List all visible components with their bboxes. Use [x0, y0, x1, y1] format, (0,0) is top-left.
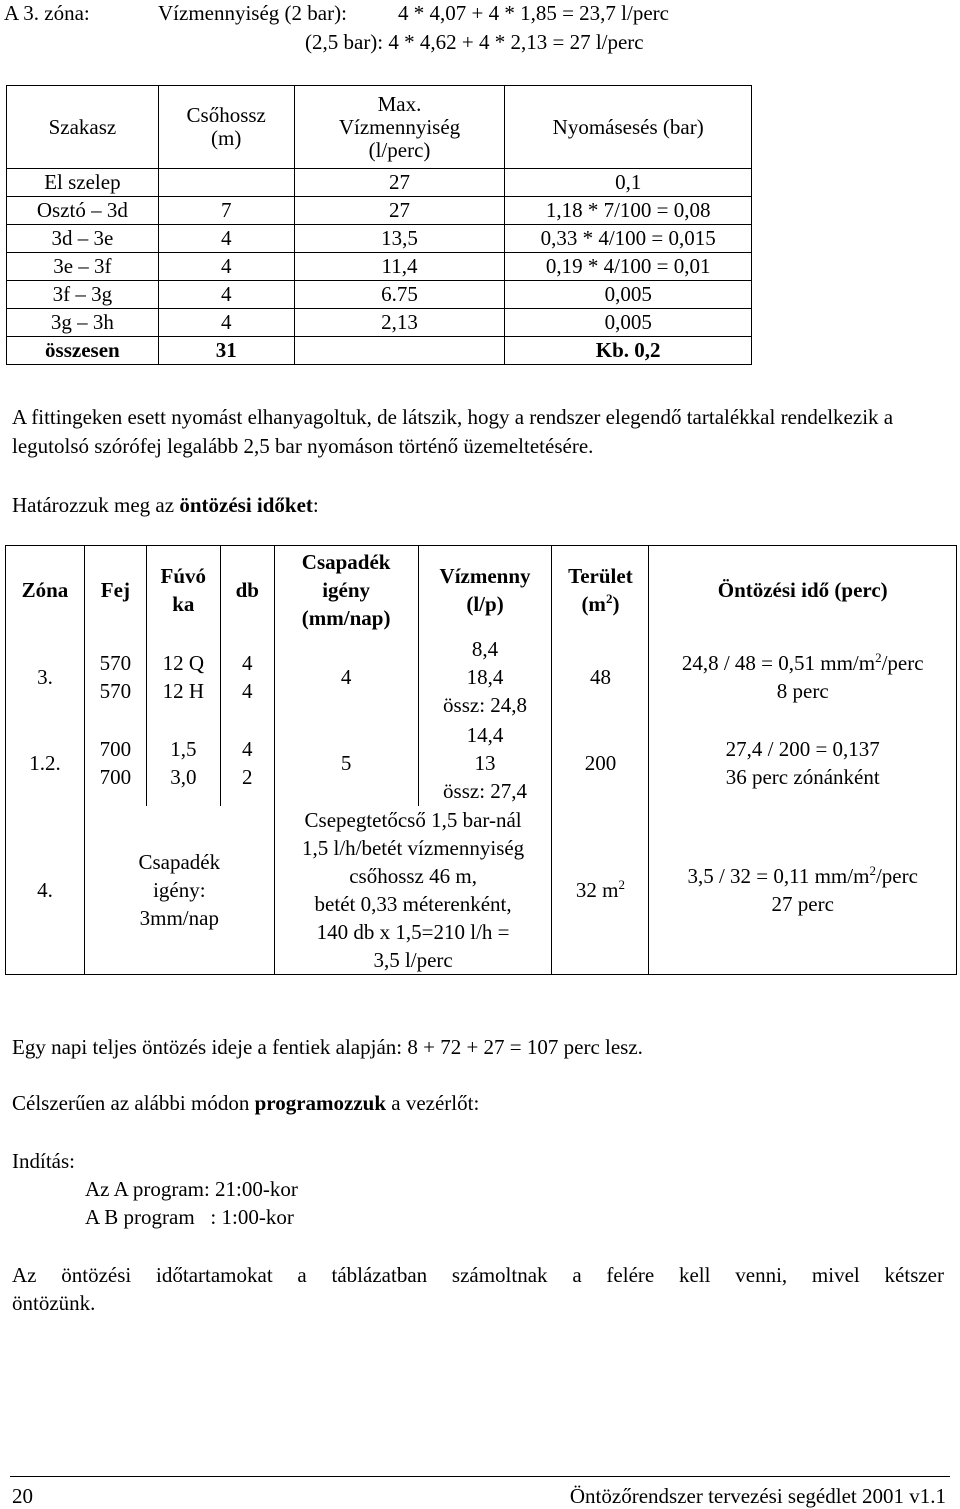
table-row [7, 309, 752, 337]
fuvoka-cell: 12 Q 12 H [146, 634, 220, 720]
superscript: 2 [605, 590, 613, 606]
table-cell [294, 337, 505, 365]
start-label: Indítás: [12, 1149, 75, 1173]
table-cell: 4 [158, 253, 294, 281]
text: 36 perc zónánként [725, 764, 880, 789]
table-cell: 3f – 3g [7, 281, 159, 309]
table-cell: 4 [158, 281, 294, 309]
pressure-loss-table [6, 85, 752, 365]
header-ontozesi-ido: Öntözési idő (perc) [649, 546, 957, 634]
table-cell: 7 [158, 197, 294, 225]
footer-rule [10, 1476, 950, 1477]
fuvoka-cell: 1,5 3,0 [146, 720, 220, 806]
table-cell: 3d – 3e [7, 225, 159, 253]
ido-cell [649, 634, 957, 720]
table-row [7, 225, 752, 253]
table-cell: 4 [158, 225, 294, 253]
text: (m [581, 591, 606, 616]
superscript: 2 [618, 876, 625, 892]
table-cell: 6.75 [294, 281, 505, 309]
table-cell: 1,18 * 7/100 = 0,08 [505, 197, 752, 225]
text: /perc [875, 863, 918, 888]
zona-cell: 1.2. [6, 720, 85, 806]
text: 24,8 / 48 = 0,51 mm/m [681, 650, 876, 675]
header-zona: Zóna [6, 546, 85, 634]
table-cell: 2,13 [294, 309, 505, 337]
header-csapadek: Csapadék igény (mm/nap) [274, 546, 418, 634]
text: 27,4 / 200 = 0,137 [725, 736, 880, 761]
header-fuvoka: Fúvó ka [146, 546, 220, 634]
irrigation-time-table [5, 545, 957, 975]
flow-formula-25bar: (2,5 bar): 4 * 4,62 + 4 * 2,13 = 27 l/perc [305, 30, 644, 54]
vizmenny-cell: 8,4 18,4 össz: 24,8 [418, 634, 552, 720]
db-cell: 4 4 [220, 634, 274, 720]
program-b: A B program : 1:00-kor [85, 1205, 294, 1229]
ido-cell [649, 720, 957, 806]
text: Célszerűen az alábbi módon [12, 1091, 255, 1115]
text: ) [612, 591, 620, 616]
table-row [7, 169, 752, 197]
terulet-cell: 200 [552, 720, 649, 806]
table-cell: El szelep [7, 169, 159, 197]
paragraph-fittings: A fittingeken esett nyomást elhanyagoltuk, de látszik, hogy a rendszer elegendő tartalékkal rendelkezik a legutolsó szórófej legalább 2,5 bar nyomáson történő üzemeltetésére. [12, 405, 894, 458]
text: a vezérlőt: [386, 1091, 480, 1115]
table-cell: 0,33 * 4/100 = 0,015 [505, 225, 752, 253]
table-cell [158, 169, 294, 197]
table-cell: 0,1 [505, 169, 752, 197]
paragraph-halving-line2: öntözünk. [12, 1291, 96, 1315]
text: 32 m [575, 877, 619, 902]
table-cell: 3g – 3h [7, 309, 159, 337]
text: Terület [568, 563, 633, 588]
table-cell: 27 [294, 169, 505, 197]
program-a: Az A program: 21:00-kor [85, 1177, 298, 1201]
paragraph-daily-total: Egy napi teljes öntözés ideje a fentiek alapján: 8 + 72 + 27 = 107 perc lesz. [12, 1035, 643, 1059]
page-number: 20 [12, 1484, 33, 1508]
header-szakasz: Szakasz [7, 86, 159, 169]
fuvoka-cell: Csapadék igény: 3mm/nap [84, 806, 274, 975]
table-row [7, 253, 752, 281]
zona-cell: 4. [6, 806, 85, 975]
total-length: 31 [158, 337, 294, 365]
table-cell: 27 [294, 197, 505, 225]
table-cell: 0,19 * 4/100 = 0,01 [505, 253, 752, 281]
paragraph-halving-line1: Az öntözési időtartamokat a táblázatban számoltnak a felére kell venni, mivel kétszer [12, 1263, 944, 1287]
bold-text: öntözési időket [179, 493, 313, 517]
table-cell: 0,005 [505, 281, 752, 309]
table-cell: 11,4 [294, 253, 505, 281]
text: 3,5 / 32 = 0,11 mm/m [687, 863, 870, 888]
vizmenny-cell: 14,4 13 össz: 27,4 [418, 720, 552, 806]
table-total-row [7, 337, 752, 365]
text: Határozzuk meg az [12, 493, 180, 517]
table-row [7, 197, 752, 225]
vizmenny-cell: Csepegtetőcső 1,5 bar-nál 1,5 l/h/betét vízmennyiség csőhossz 46 m, betét 0,33 méterenként, 140 db x 1,5=210 l/h = 3,5 l/perc [274, 806, 552, 975]
table-row [6, 634, 957, 720]
table-cell: 4 [158, 309, 294, 337]
fej-cell: 700 700 [84, 720, 146, 806]
paragraph-programming [12, 1089, 479, 1118]
zone-label: A 3. zóna: [4, 1, 90, 25]
total-pressure-loss: Kb. 0,2 [505, 337, 752, 365]
table-row [7, 281, 752, 309]
table-cell: Osztó – 3d [7, 197, 159, 225]
header-vizmenny: Vízmenny (l/p) [418, 546, 552, 634]
text: 8 perc [776, 678, 829, 703]
fej-cell: 570 570 [84, 634, 146, 720]
table-cell: 0,005 [505, 309, 752, 337]
terulet-cell: 48 [552, 634, 649, 720]
zona-cell: 3. [6, 634, 85, 720]
csapadek-cell: 5 [274, 720, 418, 806]
header-nyomaseses: Nyomásesés (bar) [505, 86, 752, 169]
table-row [6, 806, 957, 975]
paragraph-determine-times [12, 491, 319, 520]
table-cell: 3e – 3f [7, 253, 159, 281]
ido-cell [649, 806, 957, 975]
db-cell: 4 2 [220, 720, 274, 806]
header-fej: Fej [84, 546, 146, 634]
header-terulet [552, 546, 649, 634]
text: : [312, 493, 319, 517]
flow-formula-2bar: 4 * 4,07 + 4 * 1,85 = 23,7 l/perc [398, 1, 669, 25]
terulet-cell [552, 806, 649, 975]
text: 27 perc [771, 891, 834, 916]
header-max-vizmennyiseg: Max. Vízmennyiség (l/perc) [294, 86, 505, 169]
table-cell: 13,5 [294, 225, 505, 253]
text: /perc [881, 650, 924, 675]
table-row [6, 720, 957, 806]
superscript: 2 [869, 862, 876, 878]
superscript: 2 [875, 649, 882, 665]
header-db: db [220, 546, 274, 634]
flow-label: Vízmennyiség (2 bar): [158, 1, 347, 25]
document-title: Öntözőrendszer tervezési segédlet 2001 v1.1 [569, 1484, 946, 1508]
header-csohossz: Csőhossz (m) [158, 86, 294, 169]
csapadek-cell: 4 [274, 634, 418, 720]
bold-text: programozzuk [254, 1091, 387, 1115]
total-label: összesen [7, 337, 159, 365]
